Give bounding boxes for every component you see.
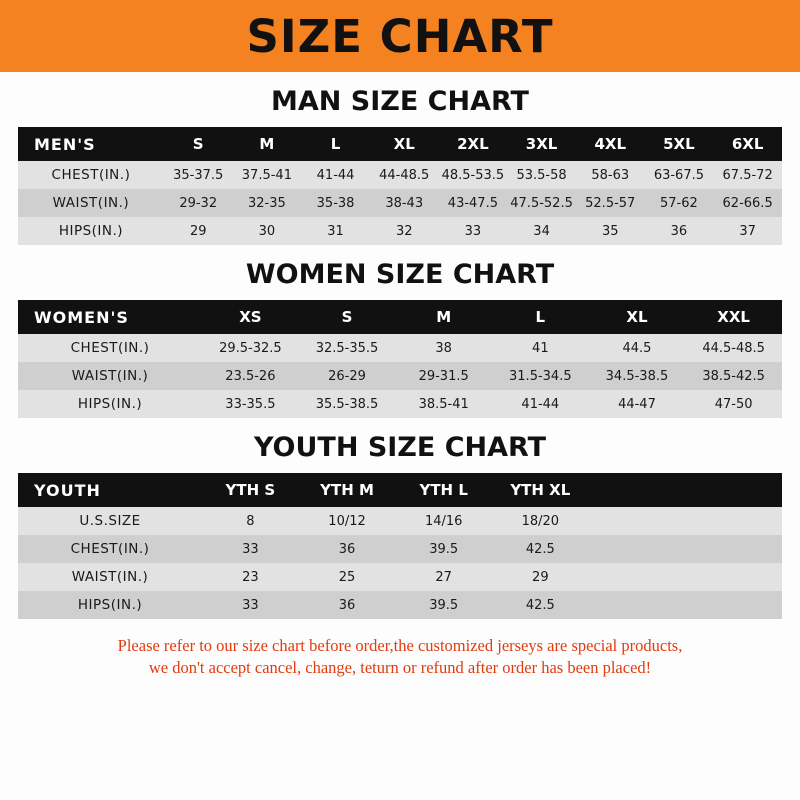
table-cell: 41-44 [301,161,370,189]
section-men [18,86,782,245]
table-cell: 33-35.5 [202,390,299,418]
men-table-header [18,127,782,161]
youth-col-s: YTH S [202,473,299,507]
table-row [18,591,782,619]
men-col-xl: XL [370,127,439,161]
table-cell: 34.5-38.5 [589,362,686,390]
table-cell: 30 [233,217,302,245]
table-cell: 57-62 [645,189,714,217]
table-cell: 48.5-53.5 [439,161,508,189]
women-col-m: M [395,300,492,334]
page-title: SIZE CHART [246,9,554,63]
men-col-s: S [164,127,233,161]
table-header-row [18,473,782,507]
women-col-l: L [492,300,589,334]
table-cell: 38-43 [370,189,439,217]
table-row [18,390,782,418]
youth-col-empty-1 [589,473,686,507]
table-row [18,161,782,189]
youth-row-label-chest: CHEST(IN.) [18,535,202,563]
youth-row-label-waist: WAIST(IN.) [18,563,202,591]
table-cell: 35.5-38.5 [299,390,396,418]
youth-row-head-label: YOUTH [18,473,202,507]
table-cell: 31 [301,217,370,245]
women-table-header [18,300,782,334]
table-cell: 25 [299,563,396,591]
section-women [18,259,782,418]
table-header-row [18,300,782,334]
table-row [18,507,782,535]
table-cell: 23.5-26 [202,362,299,390]
table-cell: 44-48.5 [370,161,439,189]
women-row-label-chest: CHEST(IN.) [18,334,202,362]
table-row [18,334,782,362]
table-cell: 32-35 [233,189,302,217]
table-cell: 29 [164,217,233,245]
table-cell: 47-50 [685,390,782,418]
section-youth [18,432,782,619]
table-cell: 36 [299,535,396,563]
table-cell: 31.5-34.5 [492,362,589,390]
table-cell: 36 [299,591,396,619]
table-cell: 18/20 [492,507,589,535]
table-cell: 53.5-58 [507,161,576,189]
table-cell: 58-63 [576,161,645,189]
women-col-s: S [299,300,396,334]
table-header-row [18,127,782,161]
table-cell: 35-37.5 [164,161,233,189]
women-row-label-hips: HIPS(IN.) [18,390,202,418]
women-col-xs: XS [202,300,299,334]
youth-size-table [18,473,782,619]
table-cell [589,507,686,535]
header-band [0,0,800,72]
table-cell: 52.5-57 [576,189,645,217]
youth-col-empty-2 [685,473,782,507]
table-cell: 33 [202,535,299,563]
table-cell [685,535,782,563]
table-cell: 29.5-32.5 [202,334,299,362]
section-title-men: MAN SIZE CHART [271,86,529,117]
table-cell: 33 [202,591,299,619]
women-row-label-waist: WAIST(IN.) [18,362,202,390]
men-col-3xl: 3XL [507,127,576,161]
table-cell [685,507,782,535]
table-cell [685,563,782,591]
women-col-xl: XL [589,300,686,334]
table-cell: 38 [395,334,492,362]
table-cell: 41-44 [492,390,589,418]
youth-table-header [18,473,782,507]
table-cell: 33 [439,217,508,245]
women-table-body [18,334,782,418]
table-cell: 44.5-48.5 [685,334,782,362]
table-cell: 32 [370,217,439,245]
table-cell: 35-38 [301,189,370,217]
content-area [0,86,800,680]
table-cell: 38.5-41 [395,390,492,418]
table-cell: 62-66.5 [713,189,782,217]
table-cell: 36 [645,217,714,245]
youth-row-label-ussize: U.S.SIZE [18,507,202,535]
women-col-xxl: XXL [685,300,782,334]
men-size-table [18,127,782,245]
table-cell [589,563,686,591]
footer-note-line-1: Please refer to our size chart before order,the customized jerseys are special products, [117,636,683,655]
men-col-6xl: 6XL [713,127,782,161]
footer-note-line-2: we don't accept cancel, change, teturn or refund after order has been placed! [148,658,652,678]
table-cell: 8 [202,507,299,535]
table-row [18,535,782,563]
men-row-label-chest: CHEST(IN.) [18,161,164,189]
table-cell: 41 [492,334,589,362]
youth-table-body [18,507,782,619]
men-col-5xl: 5XL [645,127,714,161]
men-col-4xl: 4XL [576,127,645,161]
women-row-head-label: WOMEN'S [18,300,202,334]
table-cell [685,591,782,619]
table-cell: 44-47 [589,390,686,418]
table-cell: 42.5 [492,535,589,563]
table-cell: 29 [492,563,589,591]
table-cell: 23 [202,563,299,591]
section-title-youth: YOUTH SIZE CHART [253,432,547,463]
table-cell: 43-47.5 [439,189,508,217]
table-cell: 34 [507,217,576,245]
youth-row-label-hips: HIPS(IN.) [18,591,202,619]
table-row [18,189,782,217]
table-cell: 37 [713,217,782,245]
women-size-table [18,300,782,418]
men-row-label-waist: WAIST(IN.) [18,189,164,217]
men-row-head-label: MEN'S [18,127,164,161]
table-cell: 39.5 [395,535,492,563]
men-row-label-hips: HIPS(IN.) [18,217,164,245]
table-cell: 29-31.5 [395,362,492,390]
men-col-m: M [233,127,302,161]
section-title-women: WOMEN SIZE CHART [245,259,555,290]
table-cell: 38.5-42.5 [685,362,782,390]
men-col-l: L [301,127,370,161]
table-cell [589,535,686,563]
table-cell: 29-32 [164,189,233,217]
table-cell: 26-29 [299,362,396,390]
men-col-2xl: 2XL [439,127,508,161]
table-cell: 37.5-41 [233,161,302,189]
table-row [18,217,782,245]
table-cell: 67.5-72 [713,161,782,189]
table-row [18,362,782,390]
table-cell: 47.5-52.5 [507,189,576,217]
table-cell: 32.5-35.5 [299,334,396,362]
table-cell: 44.5 [589,334,686,362]
table-row [18,563,782,591]
table-cell: 10/12 [299,507,396,535]
table-cell: 42.5 [492,591,589,619]
youth-col-l: YTH L [395,473,492,507]
footer-note [18,635,782,680]
table-cell: 27 [395,563,492,591]
table-cell: 14/16 [395,507,492,535]
youth-col-xl: YTH XL [492,473,589,507]
table-cell: 35 [576,217,645,245]
table-cell: 63-67.5 [645,161,714,189]
table-cell: 39.5 [395,591,492,619]
men-table-body [18,161,782,245]
table-cell [589,591,686,619]
youth-col-m: YTH M [299,473,396,507]
